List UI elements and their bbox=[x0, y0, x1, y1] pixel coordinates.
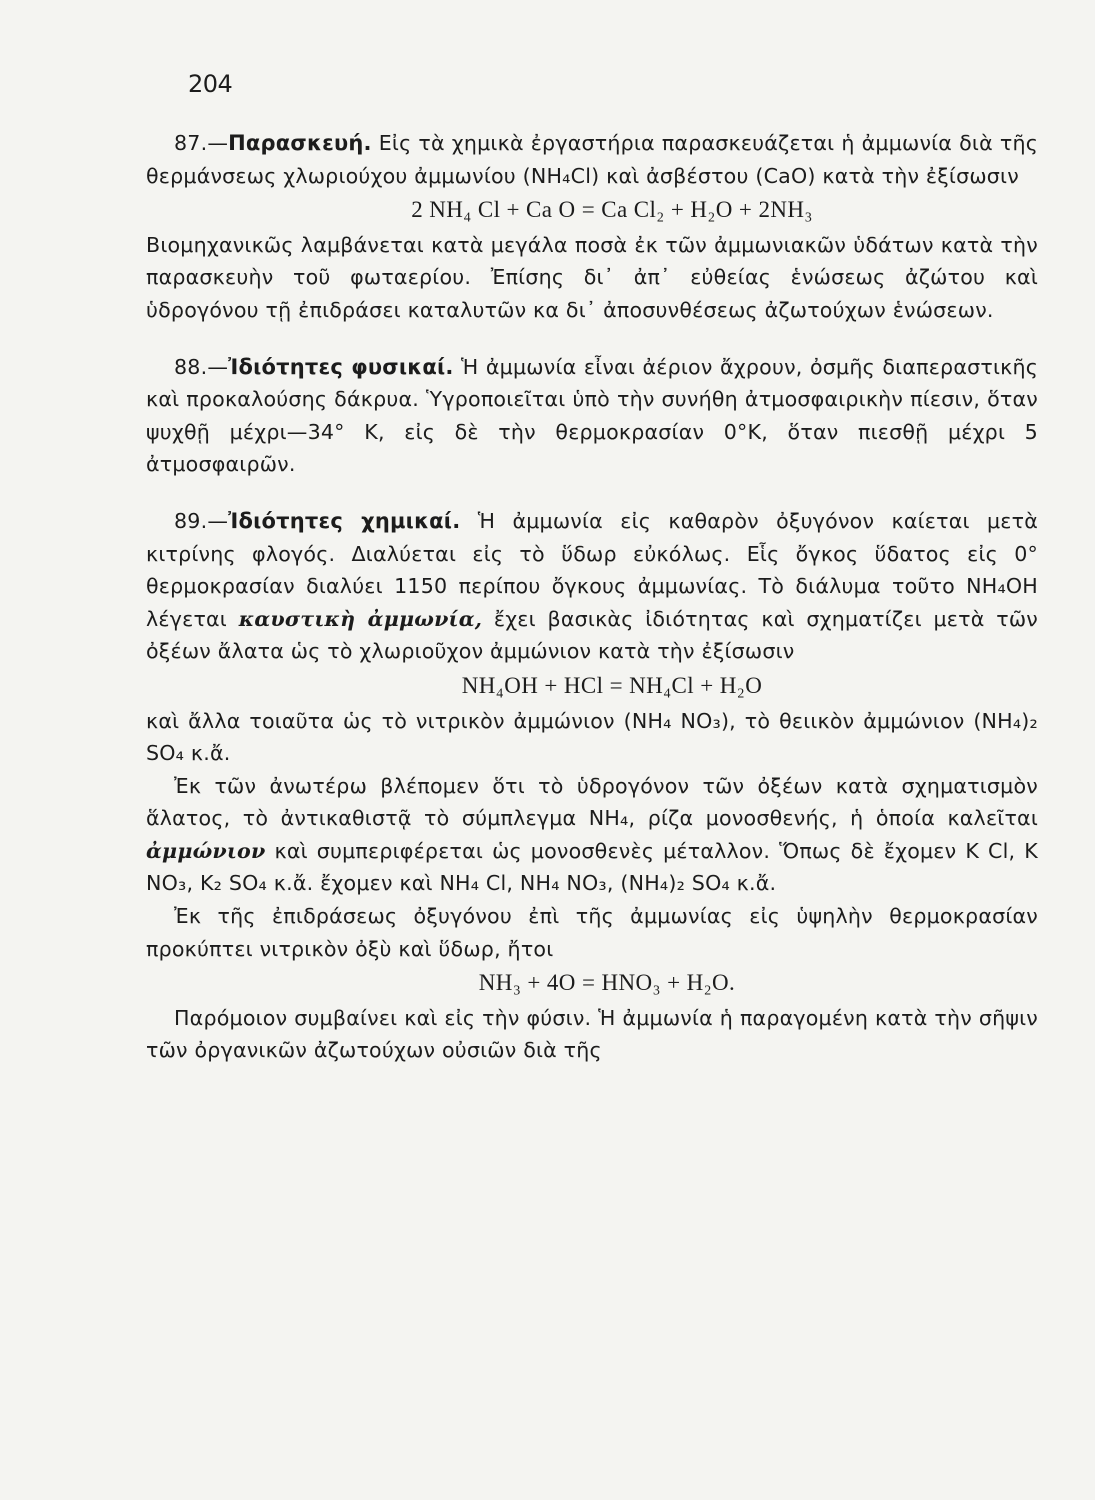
section-88-text: Ἡ ἀμμωνία εἶναι ἀέριον ἄχρουν, ὀσμῆς διαπεραστικῆς καὶ προκαλούσης δάκρυα. Ὑγροποιεῖται ὑπὸ τὴν συνήθη ἀτμοσφαιρικὴν πίεσιν, ὅταν ψυχθῇ μέχρι—34° Κ, εἰς δὲ τὴν θερμοκρασίαν 0°Κ, ὅταν πιεσθῇ μέχρι 5 ἀτμοσφαιρῶν. bbox=[146, 354, 1038, 477]
page-body bbox=[146, 127, 1038, 1067]
section-89-text-cont: ἔχει βασικὰς ἰδιότητας καὶ σχηματίζει μετὰ τῶν ὀξέων ἄλατα ὡς τὸ χλωριοῦχον ἀμμώνιον κατὰ τὴν ἐξίσωσιν bbox=[146, 606, 1038, 664]
section-89-ammonium-text-cont: καὶ συμπεριφέρεται ὡς μονοσθενὲς μέταλλον. Ὅπως δὲ ἔχομεν K Cl, K NO₃, K₂ SO₄ κ.ἄ. ἔχομεν καὶ NH₄ Cl, NH₄ NO₃, (NH₄)₂ SO₄ κ.ἄ. bbox=[146, 838, 1038, 896]
section-88-number: 88.— bbox=[174, 354, 229, 379]
section-89-ammonium-text: Ἐκ τῶν ἀνωτέρω βλέπομεν ὅτι τὸ ὑδρογόνον τῶν ὀξέων κατὰ σχηματισμὸν ἅλατος, τὸ ἀντικαθιστᾷ τὸ σύμπλεγμα NH₄, ρίζα μονοσθενής, ἡ ὁποία καλεῖται bbox=[146, 773, 1038, 831]
section-88-paragraph bbox=[146, 351, 1038, 481]
term-caustic-ammonia: καυστικὴ ἀμμωνία, bbox=[238, 606, 483, 631]
equation-ammonia-preparation: 2 NH₄ Cl + Ca O = Ca Cl₂ + H₂O + 2NH₃ bbox=[411, 197, 813, 223]
section-89-text: Ἡ ἀμμωνία εἰς καθαρὸν ὀξυγόνον καίεται μετὰ κιτρίνης φλογός. Διαλύεται εἰς τὸ ὕδωρ εὐκόλως. Εἷς ὄγκος ὕδατος εἰς 0° θερμοκρασίαν διαλύει 1150 περίπου ὄγκους ἀμμωνίας. Τὸ διάλυμα τοῦτο NH₄OH λέγεται bbox=[146, 508, 1038, 631]
section-89-ammonium-paragraph bbox=[146, 770, 1038, 900]
section-89-oxidation-text: Ἐκ τῆς ἐπιδράσεως ὀξυγόνου ἐπὶ τῆς ἀμμωνίας εἰς ὑψηλὴν θερμοκρασίαν προκύπτει νιτρικὸν ὀξὺ καὶ ὕδωρ, ἤτοι bbox=[146, 904, 1038, 961]
section-87-text: Εἰς τὰ χημικὰ ἐργαστήρια παρασκευάζεται ἡ ἀμμωνία διὰ τῆς θερμάνσεως χλωριούχου ἀμμωνίου (NH₄Cl) καὶ ἀσβέστου (CaO) κατὰ τὴν ἐξίσωσιν bbox=[146, 131, 1038, 188]
section-89 bbox=[146, 505, 1038, 1067]
equation-ammonium-chloride: NH₄OH + HCl = NH₄Cl + H₂O bbox=[461, 672, 763, 698]
section-89-number: 89.— bbox=[174, 508, 229, 533]
section-89-salts-text: καὶ ἄλλα τοιαῦτα ὡς τὸ νιτρικὸν ἀμμώνιον (NH₄ NO₃), τὸ θειικὸν ἀμμώνιον (NH₄)₂ SO₄ κ.ἄ. bbox=[146, 708, 1038, 766]
section-88-heading: Ἰδιότητες φυσικαί. bbox=[228, 354, 454, 379]
section-87-industrial-text: Βιομηχανικῶς λαμβάνεται κατὰ μεγάλα ποσὰ ἐκ τῶν ἀμμωνιακῶν ὑδάτων κατὰ τὴν παρασκευὴν τοῦ φωταερίου. Ἐπίσης δι᾽ ἀπ᾽ εὐθείας ἑνώσεως ἀζώτου καὶ ὑδρογόνου τῇ ἐπιδράσει καταλυτῶν κα δι᾽ ἀποσυνθέσεως ἀζωτούχων ἑνώσεων. bbox=[146, 232, 1038, 322]
section-87 bbox=[146, 127, 1038, 327]
section-87-number: 87.— bbox=[174, 131, 229, 155]
section-87-heading: Παρασκευή. bbox=[228, 131, 372, 155]
section-89-paragraph bbox=[146, 505, 1038, 668]
term-ammonium: ἀμμώνιον bbox=[146, 838, 266, 863]
section-88 bbox=[146, 351, 1038, 481]
section-89-nature-text: Παρόμοιον συμβαίνει καὶ εἰς τὴν φύσιν. Ἡ ἀμμωνία ἡ παραγομένη κατὰ τὴν σῆψιν τῶν ὀργανικῶν ἀζωτούχων οὐσιῶν διὰ τῆς bbox=[146, 1005, 1038, 1063]
section-87-intro bbox=[146, 127, 1038, 192]
section-89-heading: Ἰδιότητες χημικαί. bbox=[228, 508, 461, 533]
equation-nitric-acid: NH₃ + 4O = HNO₃ + H₂O. bbox=[478, 970, 736, 996]
page-number: 204 bbox=[188, 70, 233, 98]
